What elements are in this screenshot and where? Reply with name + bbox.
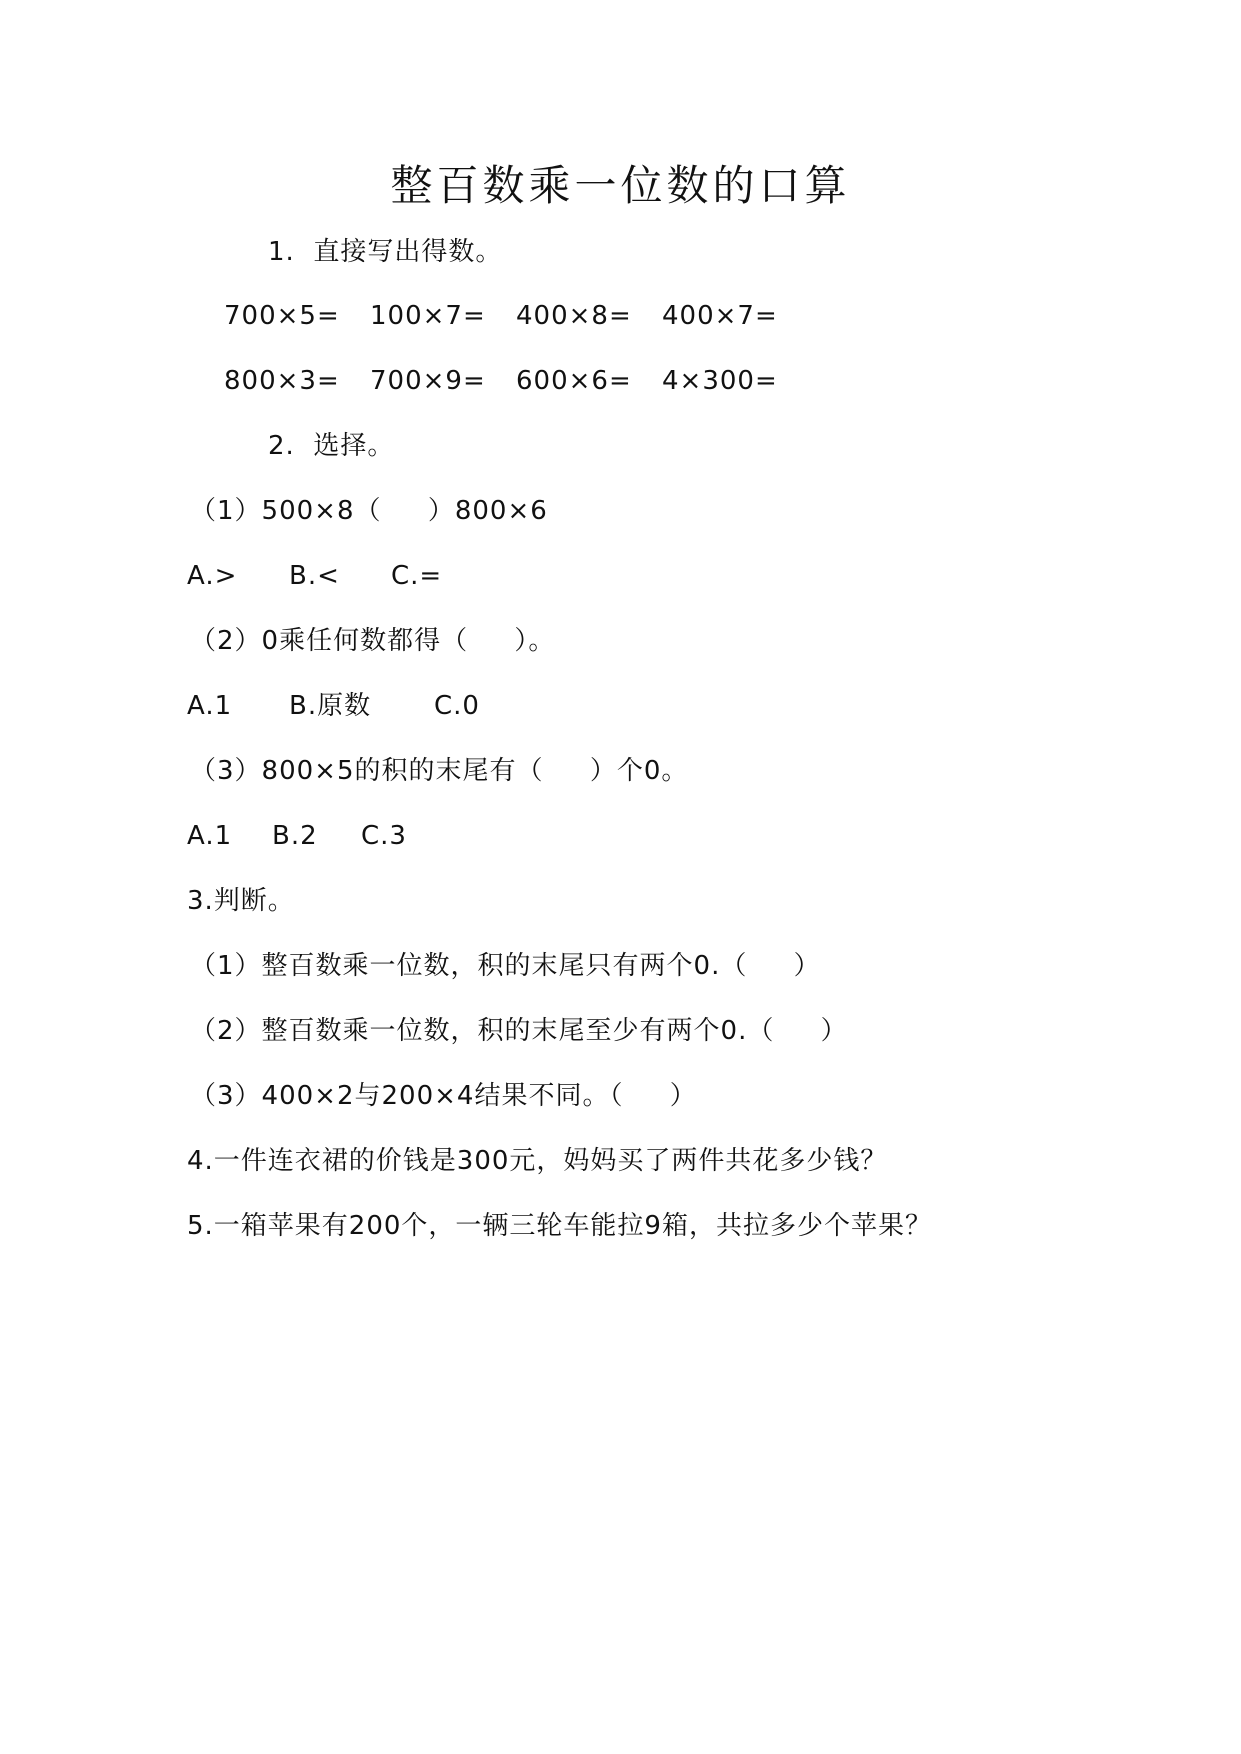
calc-item: 700×9= (370, 366, 486, 396)
option-c: C.3 (361, 821, 407, 851)
q3-heading: 3.判断。 (187, 886, 295, 916)
q2-heading: 2. 选择。 (268, 431, 395, 461)
q1-heading: 1. 直接写出得数。 (268, 237, 503, 267)
calc-item: 100×7= (370, 301, 486, 331)
option-b: B.< (289, 561, 340, 591)
option-a: A.1 (187, 821, 233, 851)
calc-item: 700×5= (224, 301, 340, 331)
q2-item-3-stem: （3）800×5的积的末尾有（ ）个0。 (190, 756, 689, 786)
option-a: A.> (187, 561, 238, 591)
option-c: C.0 (434, 691, 480, 721)
q2-item-2-stem: （2）0乘任何数都得（ ）。 (190, 626, 556, 656)
q3-item-2: （2）整百数乘一位数，积的末尾至少有两个0.（ ） (190, 1016, 848, 1046)
option-a: A.1 (187, 691, 233, 721)
q3-item-1: （1）整百数乘一位数，积的末尾只有两个0.（ ） (190, 951, 821, 981)
q5-text: 5.一箱苹果有200个，一辆三轮车能拉9箱，共拉多少个苹果？ (187, 1211, 932, 1241)
calc-item: 800×3= (224, 366, 340, 396)
calc-item: 400×8= (516, 301, 632, 331)
q2-item-1-stem: （1）500×8（ ）800×6 (190, 496, 548, 526)
q4-text: 4.一件连衣裙的价钱是300元，妈妈买了两件共花多少钱？ (187, 1146, 888, 1176)
q3-item-3: （3）400×2与200×4结果不同。（ ） (190, 1081, 697, 1111)
page-title: 整百数乘一位数的口算 (390, 161, 851, 210)
option-b: B.原数 (289, 691, 372, 721)
calc-item: 4×300= (662, 366, 778, 396)
option-b: B.2 (272, 821, 318, 851)
calc-item: 600×6= (516, 366, 632, 396)
calc-item: 400×7= (662, 301, 778, 331)
option-c: C.= (391, 561, 443, 591)
